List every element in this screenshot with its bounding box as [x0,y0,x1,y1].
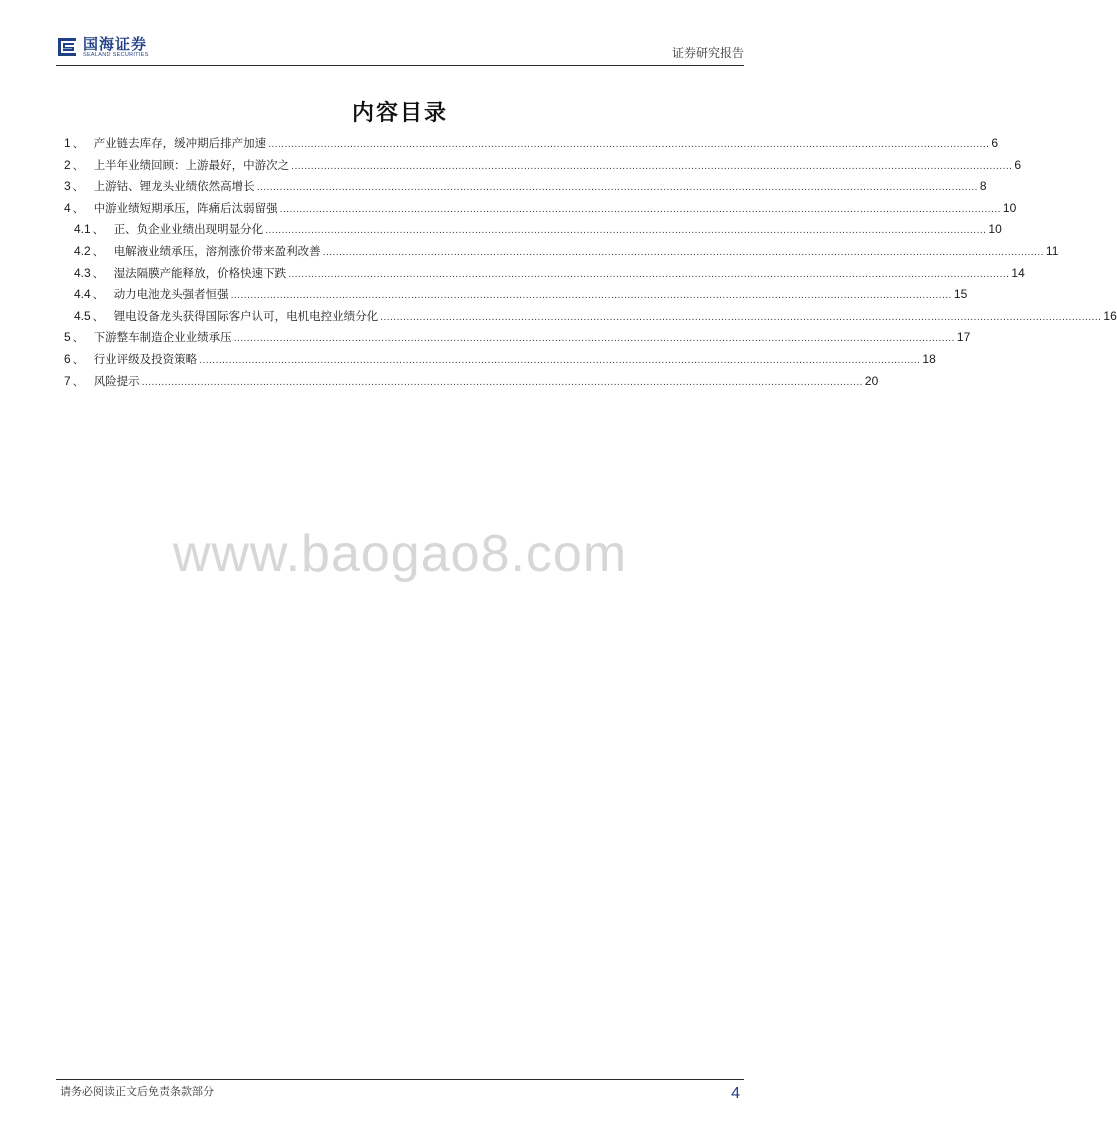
toc-entry[interactable] [64,241,1059,263]
toc-entry-number: 4.3 [74,265,91,280]
logo-chinese-name: 国海证券 [83,34,148,53]
toc-entry-separator: 、 [92,266,104,280]
toc-entry[interactable] [64,284,968,306]
toc-entry-separator: 、 [72,180,84,194]
watermark: www.baogao8.com [172,525,628,583]
toc-entry-page[interactable]: 18 [922,351,936,366]
toc-entry[interactable] [64,155,1022,177]
company-logo [56,34,149,60]
toc-dot-leader: ............................................................................................................................................................................................................................ [233,333,955,345]
toc-entry-page[interactable]: 16 [1103,308,1117,323]
toc-entry-number: 4.1 [74,222,91,237]
document-type-label: 证券研究报告 [671,46,744,60]
toc-dot-leader: ............................................................................................................................................................................................................................ [322,246,1044,258]
toc-entry-number: 1 [64,136,71,150]
toc-entry-separator: 、 [92,288,104,302]
toc-dot-leader: ............................................................................................................................................................................................................................ [230,290,952,302]
disclaimer-note: 请务必阅读正文后免责条款部分 [60,1085,214,1098]
toc-entry-separator: 、 [72,352,84,366]
toc-entry-number: 4.2 [74,243,91,258]
logo-english-name: SEALAND SECURITIES [83,51,149,58]
toc-entry-separator: 、 [92,244,104,258]
toc-dot-leader: ............................................................................................................................................................................................................................ [256,182,978,194]
toc-entry-title[interactable]: 电解液业绩承压，溶剂涨价带来盈利改善 [113,243,321,258]
toc-entry-title[interactable]: 动力电池龙头强者恒强 [113,287,229,302]
toc-entry-page[interactable]: 6 [991,136,999,150]
toc-dot-leader: ............................................................................................................................................................................................................................ [279,203,1001,215]
toc-dot-leader: ............................................................................................................................................................................................................................ [199,354,921,366]
toc-entry-separator: 、 [72,201,84,215]
page-header [56,30,744,64]
toc-entry-page[interactable]: 10 [1002,200,1017,215]
toc-entry[interactable] [64,198,1017,220]
toc-entry-title[interactable]: 上游钴、锂龙头业绩依然高增长 [93,179,255,194]
toc-entry-separator: 、 [92,223,104,237]
toc-entry[interactable] [64,219,1002,241]
toc-entry-title[interactable]: 风险提示 [93,373,140,388]
table-of-contents [64,133,1117,392]
toc-dot-leader: ............................................................................................................................................................................................................................ [265,225,987,237]
toc-entry-number: 7 [64,373,71,388]
toc-entry-number: 4.4 [74,287,91,302]
header-divider [56,65,744,66]
toc-entry-page[interactable]: 8 [979,179,987,194]
toc-entry-separator: 、 [72,158,84,172]
sealand-logo-icon [56,35,78,59]
toc-entry-page[interactable]: 11 [1045,243,1059,258]
toc-entry[interactable] [64,327,971,349]
toc-entry-separator: 、 [72,331,84,345]
toc-dot-leader: ............................................................................................................................................................................................................................ [291,160,1013,172]
toc-entry-title[interactable]: 下游整车制造企业业绩承压 [93,330,232,345]
toc-entry-number: 5 [64,330,71,345]
toc-entry-page[interactable]: 14 [1011,265,1025,280]
toc-dot-leader: ............................................................................................................................................................................................................................ [268,139,990,150]
toc-entry-page[interactable]: 15 [953,287,968,302]
toc-entry-title[interactable]: 正、负企业业绩出现明显分化 [113,222,264,237]
toc-entry-number: 4 [64,200,71,215]
toc-entry-number: 4.5 [74,308,91,323]
toc-title: 内容目录 [351,101,448,126]
toc-entry-title[interactable]: 行业评级及投资策略 [93,351,198,366]
toc-entry-page[interactable]: 6 [1014,157,1022,172]
toc-entry-title[interactable]: 锂电设备龙头获得国际客户认可，电机电控业绩分化 [113,308,379,323]
toc-dot-leader: ............................................................................................................................................................................................................................ [288,268,1010,280]
toc-entry[interactable] [64,133,999,155]
toc-entry-number: 3 [64,179,71,194]
toc-entry-title[interactable]: 中游业绩短期承压，阵痛后汰弱留强 [93,200,278,215]
toc-entry[interactable] [64,176,987,198]
toc-entry-separator: 、 [72,374,84,388]
footer-divider [56,1079,744,1080]
toc-entry-page[interactable]: 20 [864,373,879,388]
toc-entry-page[interactable]: 17 [956,330,971,345]
toc-entry-title[interactable]: 上半年业绩回顾：上游最好，中游次之 [93,157,290,172]
toc-entry-separator: 、 [72,137,84,150]
toc-entry-title[interactable]: 产业链去库存，缓冲期后排产加速 [93,136,267,150]
toc-dot-leader: ............................................................................................................................................................................................................................ [380,311,1102,323]
toc-entry[interactable] [64,371,879,393]
toc-dot-leader: ............................................................................................................................................................................................................................ [141,376,863,388]
toc-entry-number: 6 [64,351,71,366]
toc-entry-separator: 、 [92,309,104,323]
toc-entry-title[interactable]: 湿法隔膜产能释放，价格快速下跌 [113,265,287,280]
toc-entry[interactable] [64,263,1025,285]
page-number: 4 [731,1085,740,1102]
toc-entry[interactable] [64,306,1117,328]
toc-entry-number: 2 [64,157,71,172]
toc-entry-page[interactable]: 10 [988,222,1002,237]
toc-entry[interactable] [64,349,936,371]
